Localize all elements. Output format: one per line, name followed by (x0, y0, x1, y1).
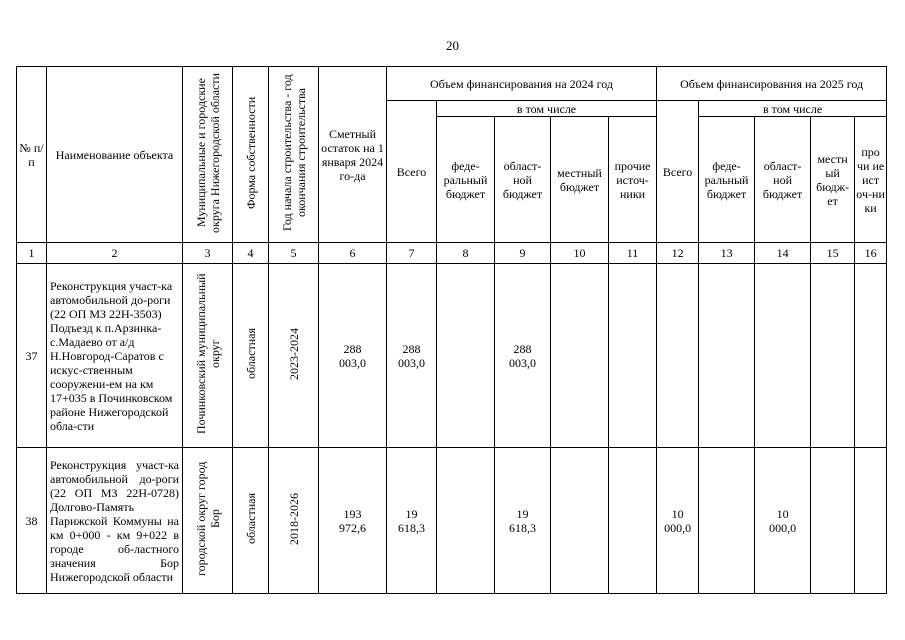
fed-2025 (699, 448, 755, 594)
colnum: 8 (437, 243, 495, 264)
header-reg-2024: област-ной бюджет (495, 117, 551, 243)
colnum: 14 (755, 243, 811, 264)
fed-2024 (437, 264, 495, 448)
reg-2024: 19 618,3 (495, 448, 551, 594)
estimate: 288 003,0 (319, 264, 387, 448)
ownership: областная (233, 448, 269, 594)
header-loc-2025: местн ый бюдж-ет (811, 117, 855, 243)
header-years: Год начала строительства - год окончания строительства (269, 67, 319, 243)
colnum: 4 (233, 243, 269, 264)
header-incl-2024: в том числе (437, 101, 657, 117)
financing-table (16, 66, 887, 594)
page-number: 20 (446, 38, 459, 53)
total-2025: 10 000,0 (657, 448, 699, 594)
colnum: 15 (811, 243, 855, 264)
colnum: 7 (387, 243, 437, 264)
reg-2024: 288 003,0 (495, 264, 551, 448)
colnum: 11 (609, 243, 657, 264)
total-2024: 288 003,0 (387, 264, 437, 448)
years: 2023-2024 (269, 264, 319, 448)
total-2025 (657, 264, 699, 448)
loc-2025 (811, 448, 855, 594)
table-row (17, 448, 887, 594)
oth-2025 (855, 448, 887, 594)
header-oth-2025: про чи ие ист оч-ни ки (855, 117, 887, 243)
years: 2018-2026 (269, 448, 319, 594)
header-oth-2024: прочие источ-ники (609, 117, 657, 243)
header-fin-2025: Объем финансирования на 2025 год (657, 67, 887, 101)
colnum: 1 (17, 243, 47, 264)
total-2024: 19 618,3 (387, 448, 437, 594)
row-num: 38 (17, 448, 47, 594)
header-num: № п/п (17, 67, 47, 243)
district: Починковский муниципальный округ (183, 264, 233, 448)
oth-2024 (609, 264, 657, 448)
header-name: Наименование объекта (47, 67, 183, 243)
header-total-2024: Всего (387, 101, 437, 243)
header-reg-2025: област-ной бюджет (755, 117, 811, 243)
header-ownership: Форма собственности (233, 67, 269, 243)
header-fin-2024: Объем финансирования на 2024 год (387, 67, 657, 101)
oth-2024 (609, 448, 657, 594)
loc-2024 (551, 448, 609, 594)
colnum: 2 (47, 243, 183, 264)
reg-2025 (755, 264, 811, 448)
colnum: 13 (699, 243, 755, 264)
colnum: 9 (495, 243, 551, 264)
row-num: 37 (17, 264, 47, 448)
object-name: Реконструкция участ-ка автомобильной до-роги (22 ОП МЗ 22Н-3503) Подъезд к п.Арзинка-с.Мадаево от а/д Н.Новгород-Саратов с искус-ственным сооружени-ем на км 17+035 в Починковском районе Нижегородской обла-сти (47, 264, 183, 448)
table-row (17, 264, 887, 448)
column-number-row (17, 243, 887, 264)
district: городской округ город Бор (183, 448, 233, 594)
header-estimate: Сметный остаток на 1 января 2024 го-да (319, 67, 387, 243)
header-total-2025: Всего (657, 101, 699, 243)
oth-2025 (855, 264, 887, 448)
colnum: 6 (319, 243, 387, 264)
loc-2025 (811, 264, 855, 448)
colnum: 16 (855, 243, 887, 264)
loc-2024 (551, 264, 609, 448)
header-district: Муниципальные и городские округа Нижегородской области (183, 67, 233, 243)
reg-2025: 10 000,0 (755, 448, 811, 594)
colnum: 12 (657, 243, 699, 264)
header-fed-2024: феде-ральный бюджет (437, 117, 495, 243)
fed-2025 (699, 264, 755, 448)
header-incl-2025: в том числе (699, 101, 887, 117)
estimate: 193 972,6 (319, 448, 387, 594)
header-loc-2024: местный бюджет (551, 117, 609, 243)
fed-2024 (437, 448, 495, 594)
object-name: Реконструкция участ-ка автомобильной до-роги (22 ОП МЗ 22Н-0728) Долгово-Память Парижской Коммуны на км 0+000 - км 9+022 в городе об-ластного значения Бор Нижегородской области (47, 448, 183, 594)
ownership: областная (233, 264, 269, 448)
header-fed-2025: феде-ральный бюджет (699, 117, 755, 243)
colnum: 10 (551, 243, 609, 264)
colnum: 5 (269, 243, 319, 264)
colnum: 3 (183, 243, 233, 264)
